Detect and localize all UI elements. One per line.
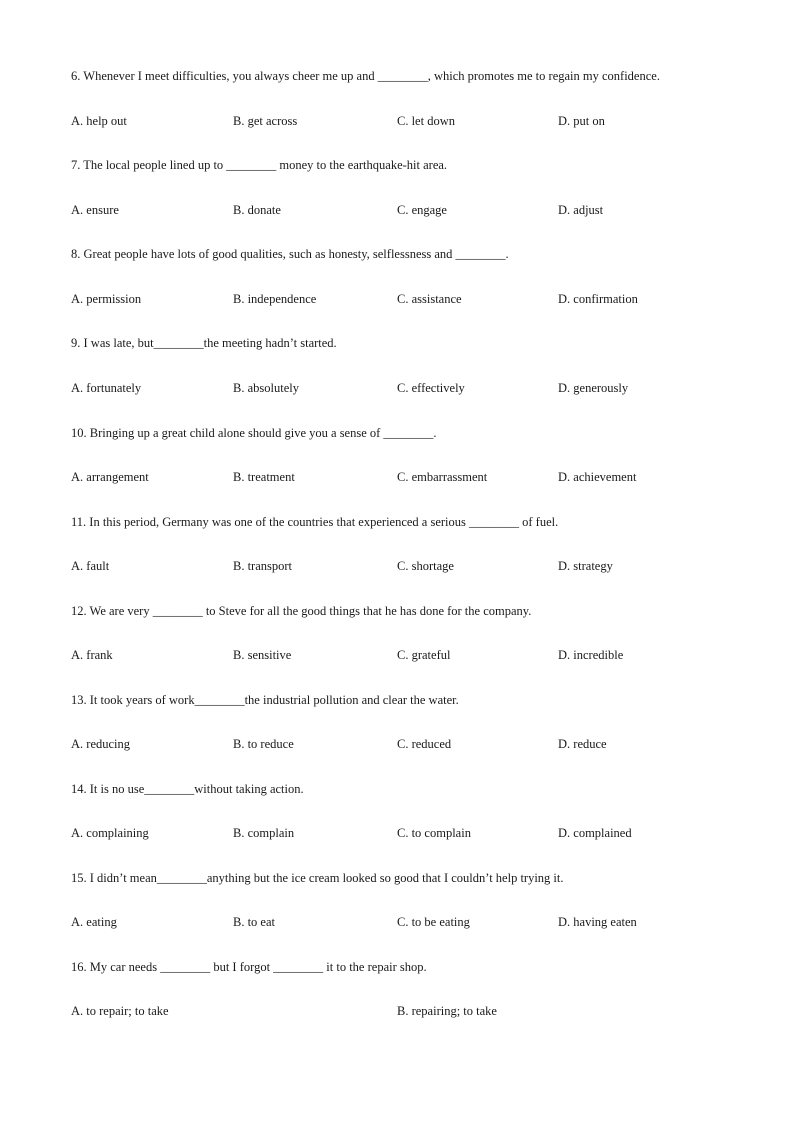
question-13-option-c: C. reduced [397,737,452,751]
question-12-option-b: B. sensitive [233,648,292,662]
question-12-option-c: C. grateful [397,648,451,662]
question-15-option-c: C. to be eating [397,915,470,929]
question-9-option-d: D. generously [558,381,629,395]
question-10-option-b: B. treatment [233,470,295,484]
question-13-option-d: D. reduce [558,737,607,751]
question-16-stem: 16. My car needs ________ but I forgot ________ it to the repair shop. [71,960,427,974]
question-6-option-c: C. let down [397,114,455,128]
question-7-stem: 7. The local people lined up to ________ money to the earthquake-hit area. [71,158,448,172]
question-8-option-d: D. confirmation [558,292,638,306]
question-14-option-a: A. complaining [71,826,149,840]
question-15-option-b: B. to eat [233,915,276,929]
question-8-option-c: C. assistance [397,292,462,306]
question-9-option-c: C. effectively [397,381,465,395]
question-10-option-d: D. achievement [558,470,637,484]
question-13-option-b: B. to reduce [233,737,294,751]
question-14-option-b: B. complain [233,826,295,840]
question-10-option-c: C. embarrassment [397,470,488,484]
question-9-option-a: A. fortunately [71,381,142,395]
question-12-option-d: D. incredible [558,648,624,662]
question-15-stem: 15. I didn’t mean________anything but the ice cream looked so good that I couldn’t help trying it. [71,871,564,885]
question-8-option-a: A. permission [71,292,142,306]
question-15-option-a: A. eating [71,915,117,929]
question-6-stem: 6. Whenever I meet difficulties, you always cheer me up and ________, which promotes me to regain my confidence. [71,69,660,83]
question-6-option-b: B. get across [233,114,298,128]
question-10-option-a: A. arrangement [71,470,149,484]
question-7-option-c: C. engage [397,203,447,217]
question-9-stem: 9. I was late, but________the meeting hadn’t started. [71,336,337,350]
question-12-stem: 12. We are very ________ to Steve for all the good things that he has done for the company. [71,604,532,618]
question-7-option-a: A. ensure [71,203,119,217]
question-6-option-d: D. put on [558,114,605,128]
question-11-option-d: D. strategy [558,559,613,573]
question-10-stem: 10. Bringing up a great child alone should give you a sense of ________. [71,426,437,440]
question-11-stem: 11. In this period, Germany was one of the countries that experienced a serious ________ of fuel. [71,515,559,529]
question-8-option-b: B. independence [233,292,317,306]
question-14-option-d: D. complained [558,826,632,840]
question-11-option-b: B. transport [233,559,293,573]
question-11-option-a: A. fault [71,559,110,573]
question-14-option-c: C. to complain [397,826,471,840]
question-16-option-a: A. to repair; to take [71,1004,169,1018]
question-7-option-d: D. adjust [558,203,604,217]
question-14-stem: 14. It is no use________without taking action. [71,782,304,796]
question-16-option-b: B. repairing; to take [397,1004,497,1018]
question-15-option-d: D. having eaten [558,915,637,929]
question-11-option-c: C. shortage [397,559,454,573]
question-8-stem: 8. Great people have lots of good qualities, such as honesty, selflessness and ________. [71,247,509,261]
question-7-option-b: B. donate [233,203,281,217]
question-9-option-b: B. absolutely [233,381,299,395]
question-13-option-a: A. reducing [71,737,131,751]
question-12-option-a: A. frank [71,648,113,662]
question-13-stem: 13. It took years of work________the industrial pollution and clear the water. [71,693,459,707]
question-6-option-a: A. help out [71,114,127,128]
